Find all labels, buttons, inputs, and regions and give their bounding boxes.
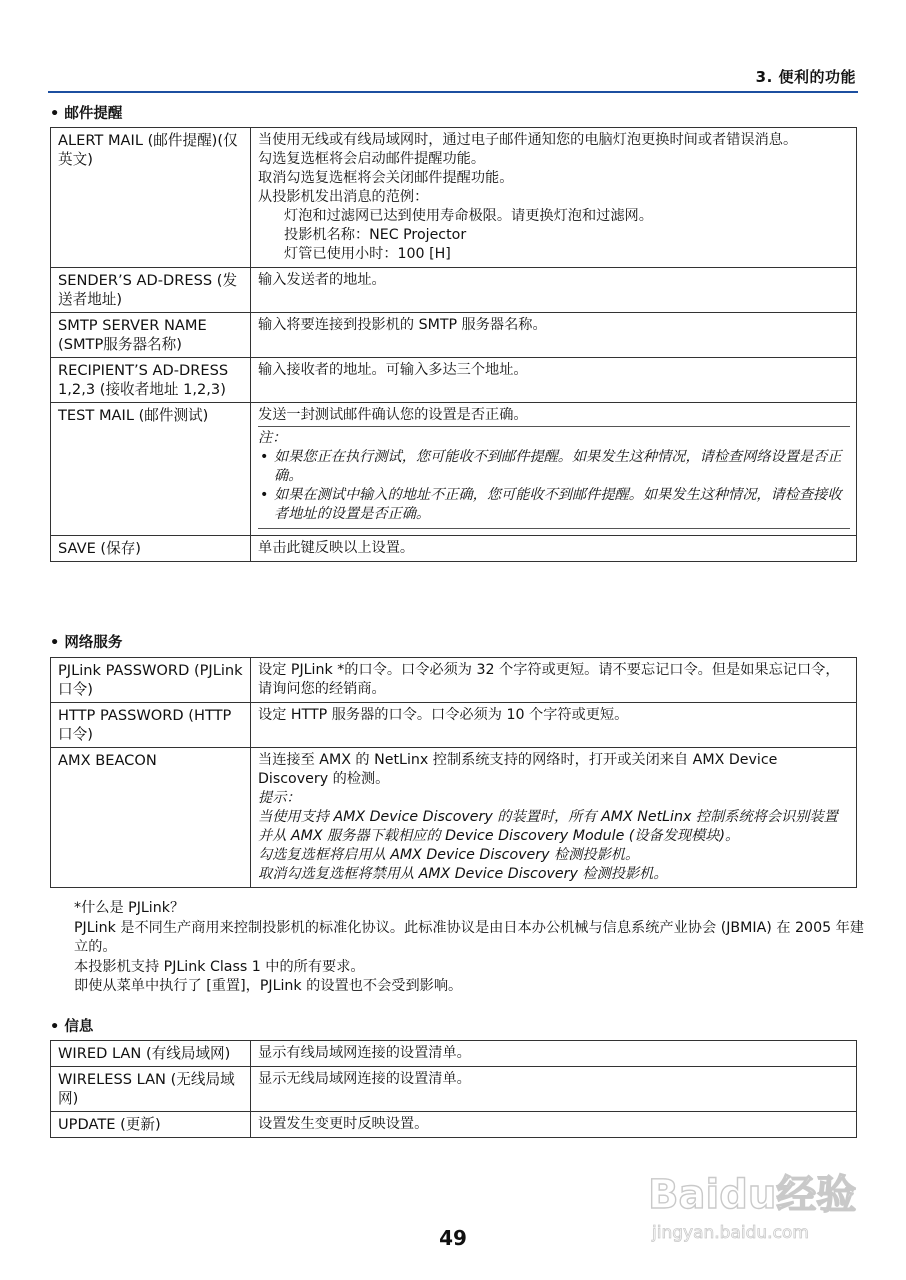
footnote-line: 即使从菜单中执行了 [重置]，PJLink 的设置也不会受到影响。 (74, 978, 463, 994)
table-row (51, 313, 857, 358)
row-desc: 显示无线局域网连接的设置清单。 (251, 1067, 857, 1112)
row-name: RECIPIENT’S AD-DRESS 1,2,3 (接收者地址 1,2,3) (51, 358, 251, 403)
example-line: 投影机名称：NEC Projector (284, 227, 467, 243)
mail-table (50, 127, 857, 562)
table-row (51, 748, 857, 888)
table-row (51, 658, 857, 703)
row-name: AMX BEACON (51, 748, 251, 888)
note-item: • 如果在测试中输入的地址不正确，您可能收不到邮件提醒。如果发生这种情况，请检查接收者地址的设置是否正确。 (258, 486, 850, 524)
row-name: ALERT MAIL (邮件提醒)(仅英文) (51, 128, 251, 268)
desc-line: 勾选复选框将会启动邮件提醒功能。 (258, 151, 486, 167)
row-desc: 输入发送者的地址。 (251, 268, 857, 313)
row-name: SENDER’S AD-DRESS (发送者地址) (51, 268, 251, 313)
desc-line: 发送一封测试邮件确认您的设置是否正确。 (258, 407, 528, 423)
hint-line: 取消勾选复选框将禁用从 AMX Device Discovery 检测投影机。 (258, 866, 668, 882)
row-name: SMTP SERVER NAME (SMTP服务器名称) (51, 313, 251, 358)
note-label: 注： (258, 430, 287, 446)
table-row (51, 128, 857, 268)
page-number: 49 (439, 1226, 467, 1250)
row-desc: 设置发生变更时反映设置。 (251, 1112, 857, 1138)
row-desc: 设定 PJLink *的口令。口令必须为 32 个字符或更短。请不要忘记口令。但是如果忘记口令，请询问您的经销商。 (251, 658, 857, 703)
hint-label: 提示： (258, 790, 301, 806)
row-desc (251, 748, 857, 888)
table-row (51, 1112, 857, 1138)
table-row (51, 1067, 857, 1112)
watermark-url: jingyan.baidu.com (652, 1223, 809, 1243)
row-desc: 显示有线局域网连接的设置清单。 (251, 1041, 857, 1067)
row-name: SAVE (保存) (51, 536, 251, 562)
pjlink-footnote (74, 899, 864, 997)
table-row (51, 1041, 857, 1067)
hint-line: 勾选复选框将启用从 AMX Device Discovery 检测投影机。 (258, 847, 640, 863)
network-table (50, 657, 857, 888)
section-title-network: • 网络服务 (50, 635, 123, 651)
example-line: 灯泡和过滤网已达到使用寿命极限。请更换灯泡和过滤网。 (284, 208, 653, 224)
row-name: PJLink PASSWORD (PJLink 口令) (51, 658, 251, 703)
table-row (51, 703, 857, 748)
watermark-brand: Baidu经验 (648, 1172, 857, 1218)
desc-line: 取消勾选复选框将会关闭邮件提醒功能。 (258, 170, 514, 186)
row-name: WIRELESS LAN (无线局域网) (51, 1067, 251, 1112)
row-name: TEST MAIL (邮件测试) (51, 403, 251, 536)
desc-line: 当使用无线或有线局域网时，通过电子邮件通知您的电脑灯泡更换时间或者错误消息。 (258, 132, 798, 148)
chapter-title: 3. 便利的功能 (755, 68, 856, 86)
row-name: WIRED LAN (有线局域网) (51, 1041, 251, 1067)
footnote-question: *什么是 PJLink？ (74, 900, 185, 916)
example-line: 灯管已使用小时：100 [H] (284, 246, 451, 262)
table-row (51, 536, 857, 562)
row-name: HTTP PASSWORD (HTTP 口令) (51, 703, 251, 748)
table-row (51, 268, 857, 313)
info-table (50, 1040, 857, 1138)
section-title-info: • 信息 (50, 1019, 94, 1035)
row-desc: 输入接收者的地址。可输入多达三个地址。 (251, 358, 857, 403)
row-desc: 输入将要连接到投影机的 SMTP 服务器名称。 (251, 313, 857, 358)
row-desc: 设定 HTTP 服务器的口令。口令必须为 10 个字符或更短。 (251, 703, 857, 748)
note-item: • 如果您正在执行测试，您可能收不到邮件提醒。如果发生这种情况，请检查网络设置是否正确。 (258, 448, 850, 486)
note-box (258, 426, 850, 529)
footnote-line: PJLink 是不同生产商用来控制投影机的标准化协议。此标准协议是由日本办公机械与信息系统产业协会 (JBMIA) 在 2005 年建立的。 (74, 919, 865, 955)
header-rule (48, 91, 858, 93)
row-name: UPDATE (更新) (51, 1112, 251, 1138)
row-desc: 单击此键反映以上设置。 (251, 536, 857, 562)
desc-line: 从投影机发出消息的范例： (258, 189, 429, 205)
table-row (51, 358, 857, 403)
footnote-line: 本投影机支持 PJLink Class 1 中的所有要求。 (74, 958, 365, 975)
row-desc (251, 403, 857, 536)
section-title-mail: • 邮件提醒 (50, 106, 123, 122)
desc-line: 当连接至 AMX 的 NetLinx 控制系统支持的网络时，打开或关闭来自 AMX Device Discovery 的检测。 (258, 752, 778, 787)
hint-line: 当使用支持 AMX Device Discovery 的装置时，所有 AMX NetLinx 控制系统将会识别装置并从 AMX 服务器下载相应的 Device Discovery Module (设备发现模块)。 (258, 809, 838, 844)
row-desc (251, 128, 857, 268)
table-row (51, 403, 857, 536)
